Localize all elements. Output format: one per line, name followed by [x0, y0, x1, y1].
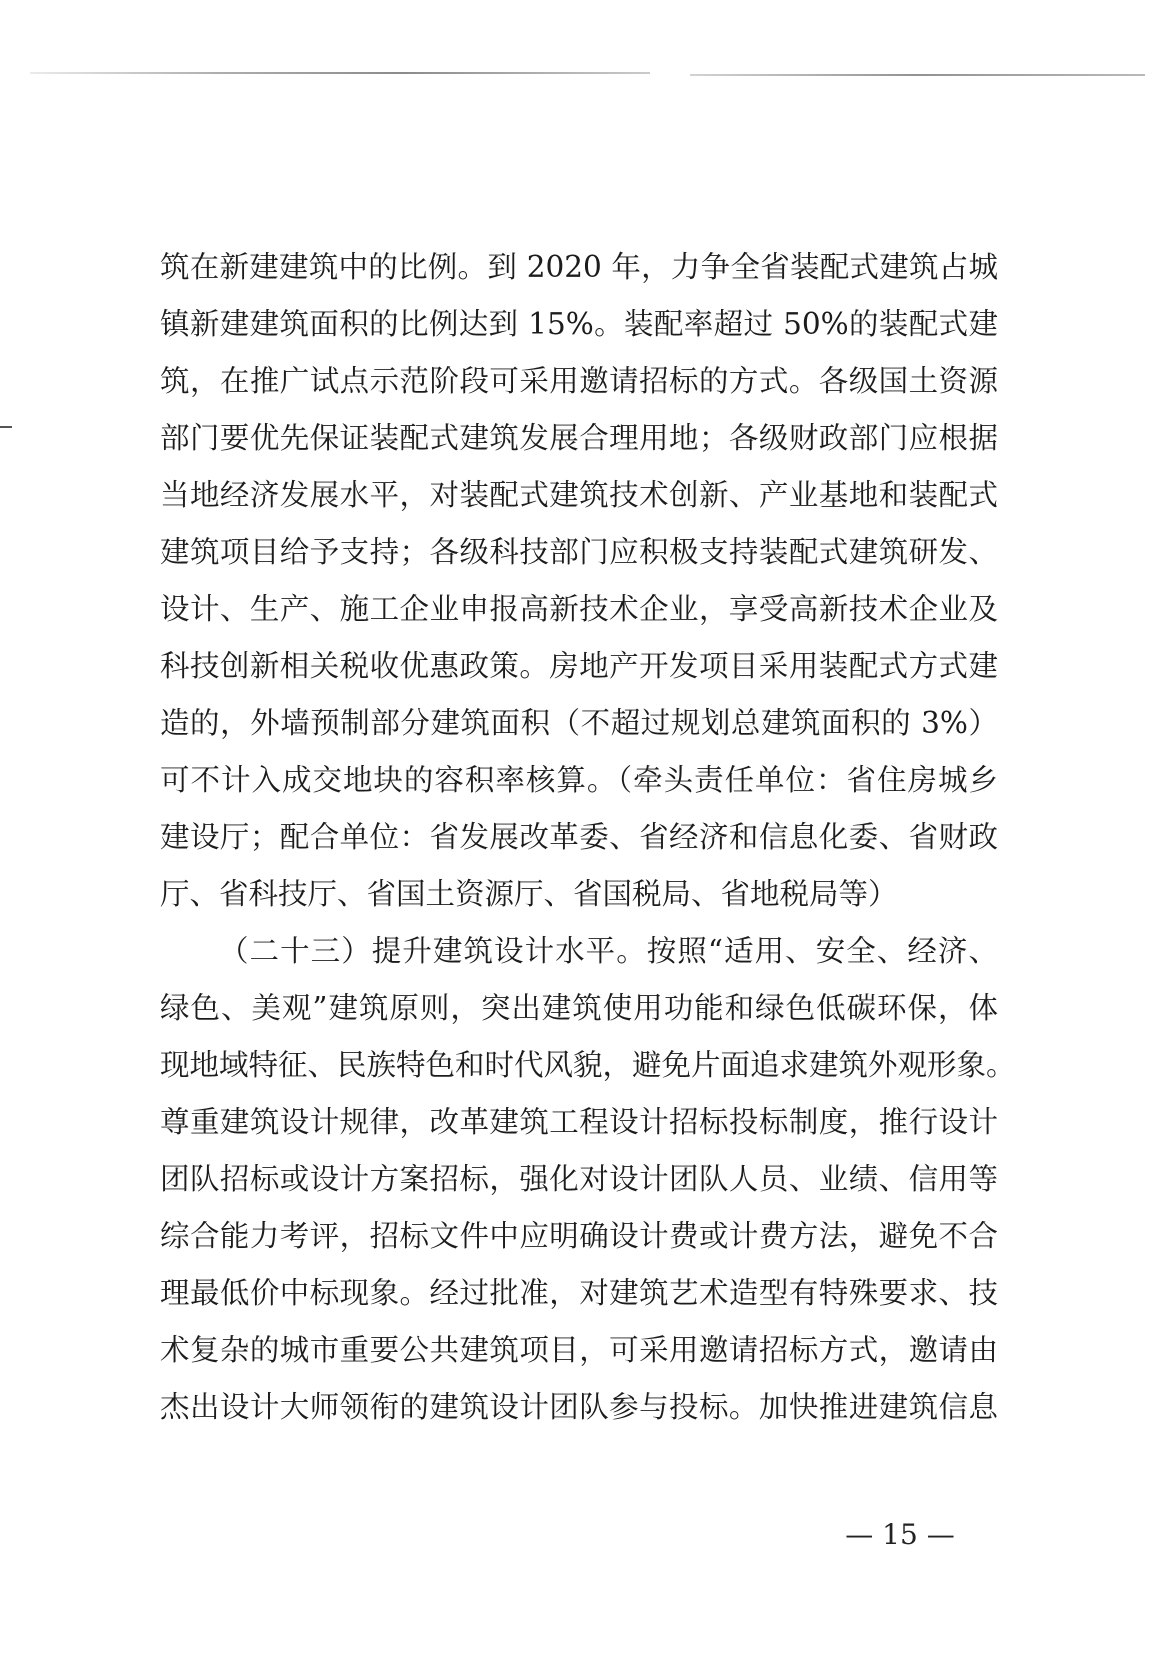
text-line: 镇新建建筑面积的比例达到 15%。装配率超过 50%的装配式建	[160, 307, 998, 341]
scan-header-rule-right	[690, 74, 1145, 76]
text-line: 造的，外墙预制部分建筑面积（不超过规划总建筑面积的 3%）	[160, 706, 998, 740]
text-line: 理最低价中标现象。经过批准，对建筑艺术造型有特殊要求、技	[160, 1276, 998, 1310]
body-text	[160, 239, 1016, 1436]
text-line: 杰出设计大师领衔的建筑设计团队参与投标。加快推进建筑信息	[160, 1390, 998, 1424]
text-line: 筑，在推广试点示范阶段可采用邀请招标的方式。各级国土资源	[160, 364, 998, 398]
text-line: 可不计入成交地块的容积率核算。（牵头责任单位：省住房城乡	[160, 763, 998, 797]
text-line: 筑在新建建筑中的比例。到 2020 年，力争全省装配式建筑占城	[160, 250, 998, 284]
text-line: 设计、生产、施工企业申报高新技术企业，享受高新技术企业及	[160, 592, 998, 626]
text-line: 建筑项目给予支持；各级科技部门应积极支持装配式建筑研发、	[160, 535, 998, 569]
scan-header-rule-left	[30, 72, 650, 74]
text-line: 现地域特征、民族特色和时代风貌，避免片面追求建筑外观形象。	[160, 1048, 1016, 1082]
text-line: 建设厅；配合单位：省发展改革委、省经济和信息化委、省财政	[160, 820, 998, 854]
text-line: 部门要优先保证装配式建筑发展合理用地；各级财政部门应根据	[160, 421, 998, 455]
text-line: 团队招标或设计方案招标，强化对设计团队人员、业绩、信用等	[160, 1162, 998, 1196]
section-heading-line: （二十三）提升建筑设计水平。按照“适用、安全、经济、	[219, 934, 998, 968]
binding-margin-mark	[0, 426, 12, 428]
text-line: 术复杂的城市重要公共建筑项目，可采用邀请招标方式，邀请由	[160, 1333, 998, 1367]
text-line: 当地经济发展水平，对装配式建筑技术创新、产业基地和装配式	[160, 478, 998, 512]
paragraph-end-line: 厅、省科技厅、省国土资源厅、省国税局、省地税局等）	[160, 877, 898, 911]
page-number: — 15 —	[845, 1518, 955, 1551]
text-line: 科技创新相关税收优惠政策。房地产开发项目采用装配式方式建	[160, 649, 998, 683]
text-line: 绿色、美观”建筑原则，突出建筑使用功能和绿色低碳环保，体	[160, 991, 998, 1025]
text-line: 尊重建筑设计规律，改革建筑工程设计招标投标制度，推行设计	[160, 1105, 998, 1139]
text-line: 综合能力考评，招标文件中应明确设计费或计费方法，避免不合	[160, 1219, 998, 1253]
